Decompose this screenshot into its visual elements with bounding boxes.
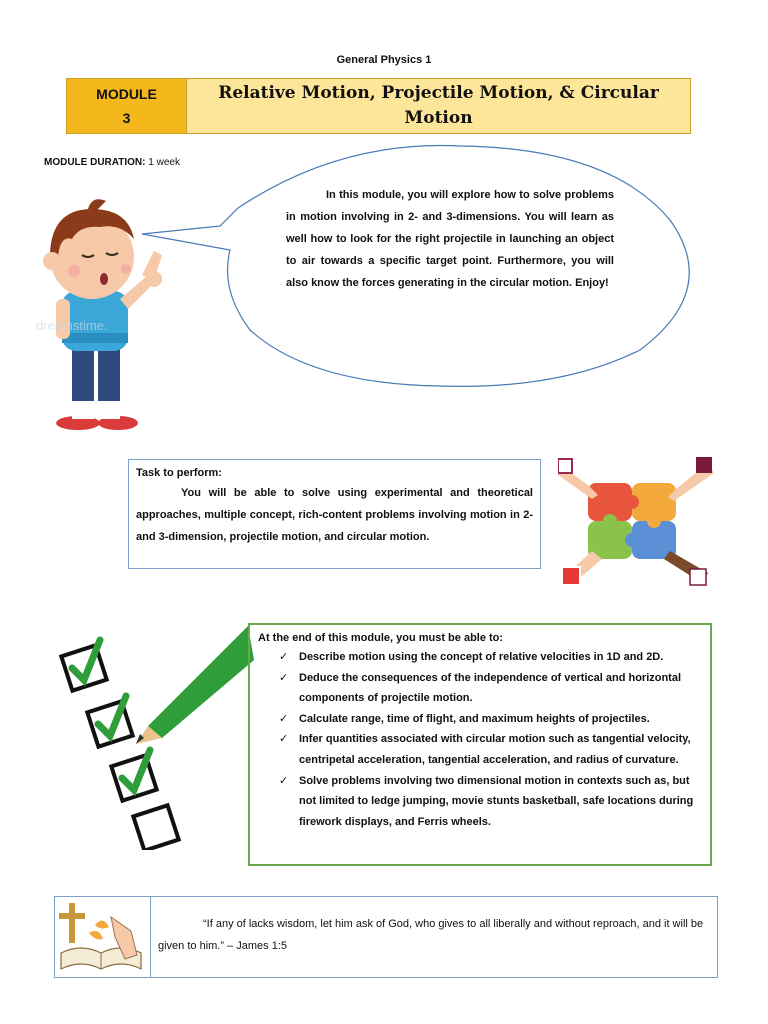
course-title: General Physics 1 bbox=[336, 54, 432, 66]
task-box bbox=[128, 459, 541, 569]
checkmark-icon: ✓ bbox=[279, 651, 289, 663]
intro-text: In this module, you will explore how to solve problems in motion involving in 2- and 3-dimensions. You will learn as well how to look for the right projectile in launching an object to air towards a specific target point. Furthermore, you will also know the forces generating in the circular motion. Enjoy! bbox=[286, 189, 614, 289]
list-item: ✓ Calculate range, time of flight, and maximum heights of projectiles. bbox=[273, 709, 702, 730]
checkmark-icon: ✓ bbox=[279, 774, 289, 787]
checkmark-icon: ✓ bbox=[279, 733, 289, 746]
boy-pointing-icon bbox=[30, 195, 180, 440]
task-heading: Task to perform: bbox=[136, 467, 222, 479]
checkmark-icon: ✓ bbox=[279, 671, 289, 684]
module-banner bbox=[66, 78, 691, 134]
checklist-pencil-icon bbox=[58, 620, 258, 850]
bible-cross-icon bbox=[55, 897, 150, 977]
list-item: ✓ Deduce the consequences of the independence of vertical and horizontal components of projectile motion. bbox=[273, 668, 702, 709]
verse-box bbox=[54, 896, 718, 978]
watermark-text: dreamstime. bbox=[36, 318, 108, 333]
module-number: 3 bbox=[122, 110, 131, 126]
module-label: MODULE bbox=[96, 86, 157, 102]
objectives-heading: At the end of this module, you must be able to: bbox=[258, 632, 504, 644]
module-title: Relative Motion, Projectile Motion, & Circular Motion bbox=[187, 79, 690, 133]
objectives-box bbox=[248, 623, 712, 866]
objectives-list bbox=[258, 647, 702, 832]
verse-icon-cell bbox=[55, 897, 151, 977]
verse-text: “If any of lacks wisdom, let him ask of God, who gives to all liberally and without reproach, and it will be given to him.” – James 1:5 bbox=[158, 918, 704, 952]
duration-label: MODULE DURATION: bbox=[44, 157, 146, 168]
checkmark-icon: ✓ bbox=[279, 712, 289, 725]
list-item: ✓ Solve problems involving two dimensional motion in contexts such as, but not limited to ledge jumping, movie stunts basketball, safe locations during firework displays, and Ferris wheels. bbox=[273, 771, 702, 833]
module-number-box bbox=[67, 79, 187, 133]
puzzle-hands-icon bbox=[558, 455, 718, 590]
list-item: ✓ Describe motion using the concept of relative velocities in 1D and 2D. bbox=[273, 647, 702, 668]
list-item: ✓ Infer quantities associated with circular motion such as tangential velocity, centripetal acceleration, tangential acceleration, and radius of curvature. bbox=[273, 729, 702, 770]
duration-value: 1 week bbox=[148, 157, 180, 168]
task-text: You will be able to solve using experimental and theoretical approaches, multiple concept, rich-content problems involving motion in 2- and 3-dimension, projectile motion, and circular motion. bbox=[136, 487, 533, 543]
